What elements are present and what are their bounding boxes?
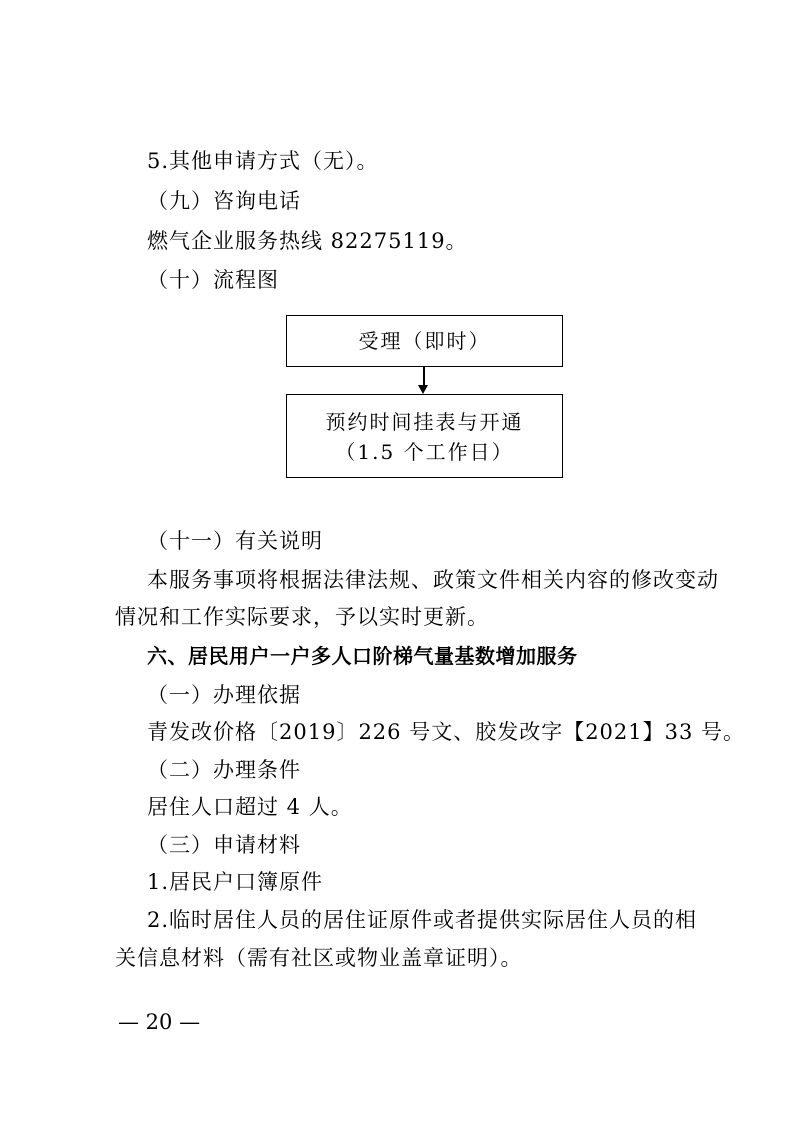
text-line: 5.其他申请方式（无）。: [147, 149, 379, 173]
text-line: 本服务事项将根据法律法规、政策文件相关内容的修改变动: [147, 568, 719, 592]
text-line: 关信息材料（需有社区或物业盖章证明）。: [115, 946, 523, 970]
flowchart-step-duration: （1.5 个工作日）: [335, 440, 514, 464]
text-line: 燃气企业服务热线 82275119。: [147, 229, 468, 253]
flowchart-step-acceptance: [286, 315, 563, 367]
section-heading: （九）咨询电话: [147, 189, 301, 213]
section-heading: （十）流程图: [147, 268, 279, 292]
text-line: 居住人口超过 4 人。: [147, 795, 353, 819]
text-line: 情况和工作实际要求，予以实时更新。: [115, 605, 489, 629]
text-line: 2.临时居住人员的居住证原件或者提供实际居住人员的相: [147, 908, 698, 932]
section-heading: （一）办理依据: [147, 683, 301, 707]
page-number: — 20 —: [118, 1010, 201, 1034]
text-line: 青发改价格〔2019〕226 号文、胶发改字【2021】33 号。: [147, 720, 746, 744]
flowchart-arrow-line: [423, 367, 425, 387]
flowchart-step-installation: [286, 394, 563, 478]
text-line: 1.居民户口簿原件: [147, 870, 324, 894]
chapter-heading: 六、居民用户一户多人口阶梯气量基数增加服务: [147, 644, 578, 668]
flowchart-step-label: 受理（即时）: [358, 329, 491, 353]
flowchart-step-label: 预约时间挂表与开通: [325, 410, 524, 434]
section-heading: （二）办理条件: [147, 758, 301, 782]
arrow-down-icon: [418, 385, 428, 394]
section-heading: （十一）有关说明: [147, 529, 323, 553]
section-heading: （三）申请材料: [147, 833, 301, 857]
